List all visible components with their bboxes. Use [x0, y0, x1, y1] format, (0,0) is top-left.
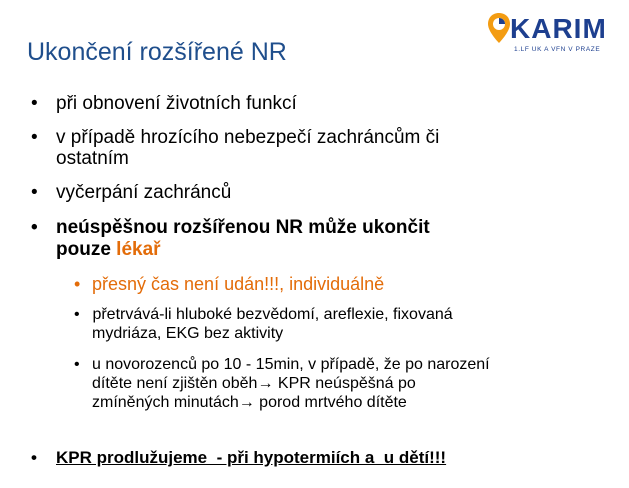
bullet-2-line2: ostatním	[56, 148, 129, 169]
bullet-marker: •	[31, 448, 37, 467]
bullet-4-highlight: lékař	[116, 239, 161, 260]
bullet-marker: •	[31, 93, 38, 114]
sub-bullet-2-line1: přetrvává-li hluboké bezvědomí, areflexie, fixovaná	[88, 306, 453, 323]
bullet-marker: •	[31, 182, 38, 203]
sub-bullet-1-text: přesný čas není udán!!!, individuálně	[92, 274, 385, 294]
bullet-4-line1: neúspěšnou rozšířenou NR může ukončit	[56, 217, 430, 238]
bullet-4-line2	[56, 239, 161, 261]
karim-logo	[486, 12, 614, 58]
bullet-marker: •	[31, 217, 38, 238]
sub-bullet-marker: •	[74, 274, 81, 294]
logo-name: KARIM	[510, 13, 607, 44]
bullet-marker: •	[31, 127, 38, 148]
bullet-1-text: při obnovení životních funkcí	[56, 93, 297, 114]
bullet-3-text: vyčerpání zachránců	[56, 182, 232, 203]
sub-bullet-3-line2: dítěte není zjištěn oběh→ KPR neúspěšná po	[92, 375, 416, 392]
sub-bullet-3-line1: u novorozenců po 10 - 15min, v případě, že po narození	[92, 356, 490, 373]
bullet-2-line1: v případě hrozícího nebezpečí zachráncům či	[56, 127, 440, 148]
sub-bullet-marker: •	[74, 306, 80, 323]
sub-bullet-marker: •	[74, 356, 80, 373]
logo-subtitle: 1.LF UK A VFN V PRAZE	[514, 46, 601, 53]
sub-bullet-3-line3: zmíněných minutách→ porod mrtvého dítěte	[92, 394, 407, 411]
final-bullet-text: KPR prodlužujeme - při hypotermiích a u dětí!!!	[56, 448, 447, 467]
sub-bullet-2-line2: mydriáza, EKG bez aktivity	[92, 325, 284, 342]
slide-title: Ukončení rozšířené NR	[27, 38, 287, 66]
bullet-4-line2-prefix: pouze	[56, 239, 117, 260]
location-pin-icon	[486, 12, 512, 44]
